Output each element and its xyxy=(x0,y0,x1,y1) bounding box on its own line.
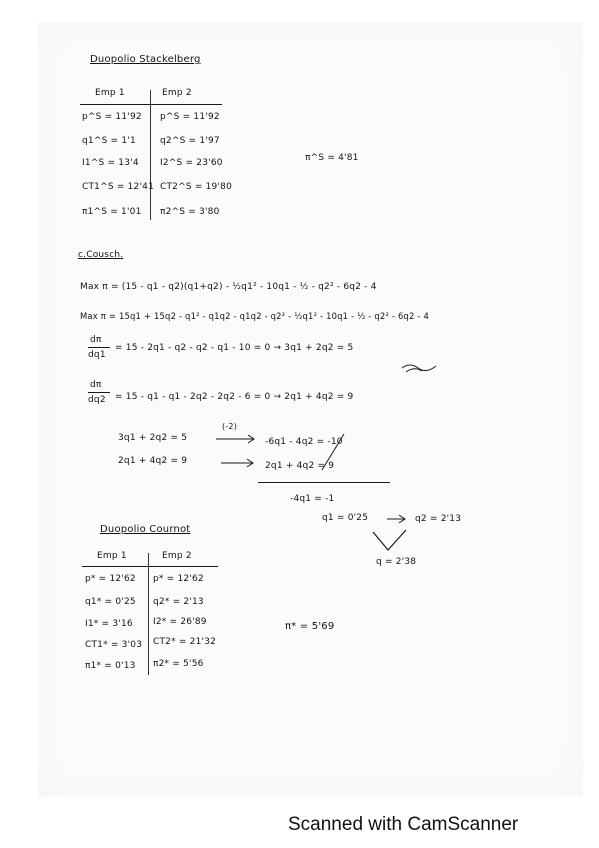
cournot-row-right: I2* = 26'89 xyxy=(153,617,207,627)
q1-result: q1 = 0'25 xyxy=(322,513,369,523)
cournot-row-left: p* = 12'62 xyxy=(85,574,136,584)
stackelberg-row-right: q2^S = 1'97 xyxy=(160,136,220,146)
derivative-q1-num: dπ xyxy=(90,335,102,345)
system-equation-1: 3q1 + 2q2 = 5 xyxy=(118,433,188,443)
cournot-col1-header: Emp 1 xyxy=(97,551,127,561)
cournot-total-profit: π* = 5'69 xyxy=(285,621,335,632)
stackelberg-column-divider xyxy=(150,90,151,220)
cournot-header-rule xyxy=(82,566,218,567)
stackelberg-row-left: π1^S = 1'01 xyxy=(82,207,142,217)
cournot-col2-header: Emp 2 xyxy=(162,551,192,561)
cournot-heading: c.Cousch. xyxy=(78,250,124,260)
sum-rule xyxy=(258,482,390,483)
system-equation-2: 2q1 + 4q2 = 9 xyxy=(118,456,188,466)
derivative-q2-bar xyxy=(88,392,110,393)
derivative-q2-den: dq2 xyxy=(88,395,106,405)
cournot-row-left: q1* = 0'25 xyxy=(85,597,136,607)
scribble-mark xyxy=(400,360,440,374)
stackelberg-row-right: p^S = 11'92 xyxy=(160,112,220,122)
cournot-column-divider xyxy=(148,553,149,675)
cournot-row-left: CT1* = 3'03 xyxy=(85,640,143,650)
stackelberg-row-right: π2^S = 3'80 xyxy=(160,207,220,217)
stackelberg-total-profit: π^S = 4'81 xyxy=(305,153,359,163)
arrow-right-icon xyxy=(386,514,408,524)
result-equation-2: 2q1 + 4q2 = 9 xyxy=(265,461,335,471)
stackelberg-row-left: q1^S = 1'1 xyxy=(82,136,136,146)
arrow-right-icon xyxy=(215,434,257,444)
stackelberg-row-right: CT2^S = 19'80 xyxy=(160,182,233,192)
cournot-row-right: π2* = 5'56 xyxy=(153,659,204,669)
merge-check-icon xyxy=(370,528,410,554)
derivative-q2-equation: = 15 - q1 - q1 - 2q2 - 2q2 - 6 = 0 → 2q1 + 4q2 = 9 xyxy=(115,392,354,402)
cournot-title: Duopolio Cournot xyxy=(100,524,191,535)
stackelberg-header-rule xyxy=(80,104,222,105)
derivative-q1-den: dq1 xyxy=(88,350,106,360)
multiplier-label: (-2) xyxy=(222,422,238,431)
cournot-row-right: CT2* = 21'32 xyxy=(153,637,217,647)
stackelberg-row-left: I1^S = 13'4 xyxy=(82,158,139,168)
q2-result: q2 = 2'13 xyxy=(415,514,462,524)
cournot-row-left: π1* = 0'13 xyxy=(85,661,136,671)
stackelberg-row-left: p^S = 11'92 xyxy=(82,112,142,122)
stackelberg-col2-header: Emp 2 xyxy=(162,88,192,98)
stackelberg-row-right: I2^S = 23'60 xyxy=(160,158,223,168)
max-profit-expression: Max π = (15 - q1 - q2)(q1+q2) - ½q1² - 10q1 - ½ - q2² - 6q2 - 4 xyxy=(80,282,377,292)
cournot-row-left: I1* = 3'16 xyxy=(85,619,133,629)
derivative-q1-bar xyxy=(88,347,110,348)
sum-equation: -4q1 = -1 xyxy=(290,494,335,504)
strike-through-mark xyxy=(316,432,356,472)
derivative-q1-equation: = 15 - 2q1 - q2 - q2 - q1 - 10 = 0 → 3q1 + 2q2 = 5 xyxy=(115,343,354,353)
stackelberg-col1-header: Emp 1 xyxy=(95,88,125,98)
arrow-right-icon xyxy=(220,458,256,468)
cournot-row-right: q2* = 2'13 xyxy=(153,597,204,607)
camscanner-footer: Scanned with CamScanner xyxy=(288,814,519,835)
result-equation-1: -6q1 - 4q2 = -10 xyxy=(265,437,343,447)
cournot-row-right: p* = 12'62 xyxy=(153,574,204,584)
q-total-result: q = 2'38 xyxy=(376,557,417,567)
stackelberg-title: Duopolio Stackelberg xyxy=(90,54,201,65)
max-profit-expanded: Max π = 15q1 + 15q2 - q1² - q1q2 - q1q2 - q2² - ½q1² - 10q1 - ½ - q2² - 6q2 - 4 xyxy=(80,311,429,321)
derivative-q2-num: dπ xyxy=(90,380,102,390)
stackelberg-row-left: CT1^S = 12'41 xyxy=(82,182,155,192)
